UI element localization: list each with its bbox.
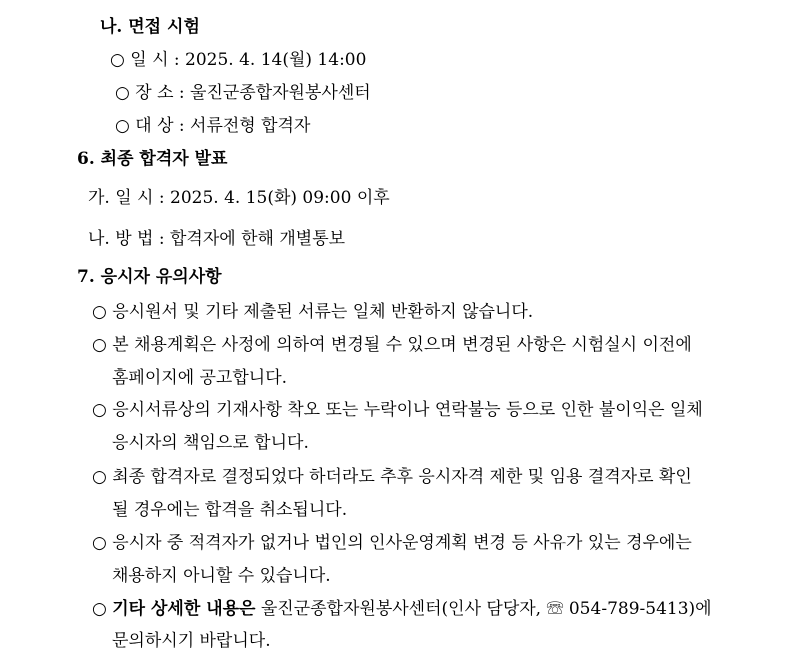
interview-target: ○ 대 상 : 서류전형 합격자 [115, 116, 311, 136]
note-6-bold-text: 기타 상세한 내용은 [112, 599, 256, 619]
note-5-line-2: 채용하지 아니할 수 있습니다. [112, 566, 331, 586]
note-1: ○ 응시원서 및 기타 제출된 서류는 일체 반환하지 않습니다. [92, 302, 534, 322]
note-3-line-2: 응시자의 책임으로 합니다. [112, 433, 309, 453]
final-method: 나. 방 법 : 합격자에 한해 개별통보 [88, 229, 346, 249]
note-2-line-1: ○ 본 채용계획은 사정에 의하여 변경될 수 있으며 변경된 사항은 시험실시 이전에 [92, 335, 692, 355]
note-3-line-1: ○ 응시서류상의 기재사항 착오 또는 누락이나 연락불능 등으로 인한 불이익은 일체 [92, 400, 703, 420]
note-4-line-2: 될 경우에는 합격을 취소됩니다. [112, 500, 348, 520]
note-6-line-1 [92, 598, 712, 620]
note-2-line-2: 홈페이지에 공고합니다. [112, 368, 288, 388]
note-6-bullet: ○ [92, 599, 113, 619]
notes-heading: 7. 응시자 유의사항 [77, 267, 222, 287]
interview-place: ○ 장 소 : 울진군종합자원봉사센터 [115, 83, 371, 103]
interview-date: ○ 일 시 : 2025. 4. 14(월) 14:00 [110, 50, 367, 70]
final-heading: 6. 최종 합격자 발표 [77, 149, 228, 169]
interview-heading: 나. 면접 시험 [100, 17, 200, 37]
note-5-line-1: ○ 응시자 중 적격자가 없거나 법인의 인사운영계획 변경 등 사유가 있는 경우에는 [92, 533, 692, 553]
final-date: 가. 일 시 : 2025. 4. 15(화) 09:00 이후 [88, 188, 390, 208]
note-4-line-1: ○ 최종 합격자로 결정되었다 하더라도 추후 응시자격 제한 및 임용 결격자로 확인 [92, 467, 692, 487]
note-6-line-2: 문의하시기 바랍니다. [112, 631, 271, 651]
note-6-contact-text: 울진군종합자원봉사센터(인사 담당자, ☏ 054-789-5413)에 [255, 599, 712, 619]
